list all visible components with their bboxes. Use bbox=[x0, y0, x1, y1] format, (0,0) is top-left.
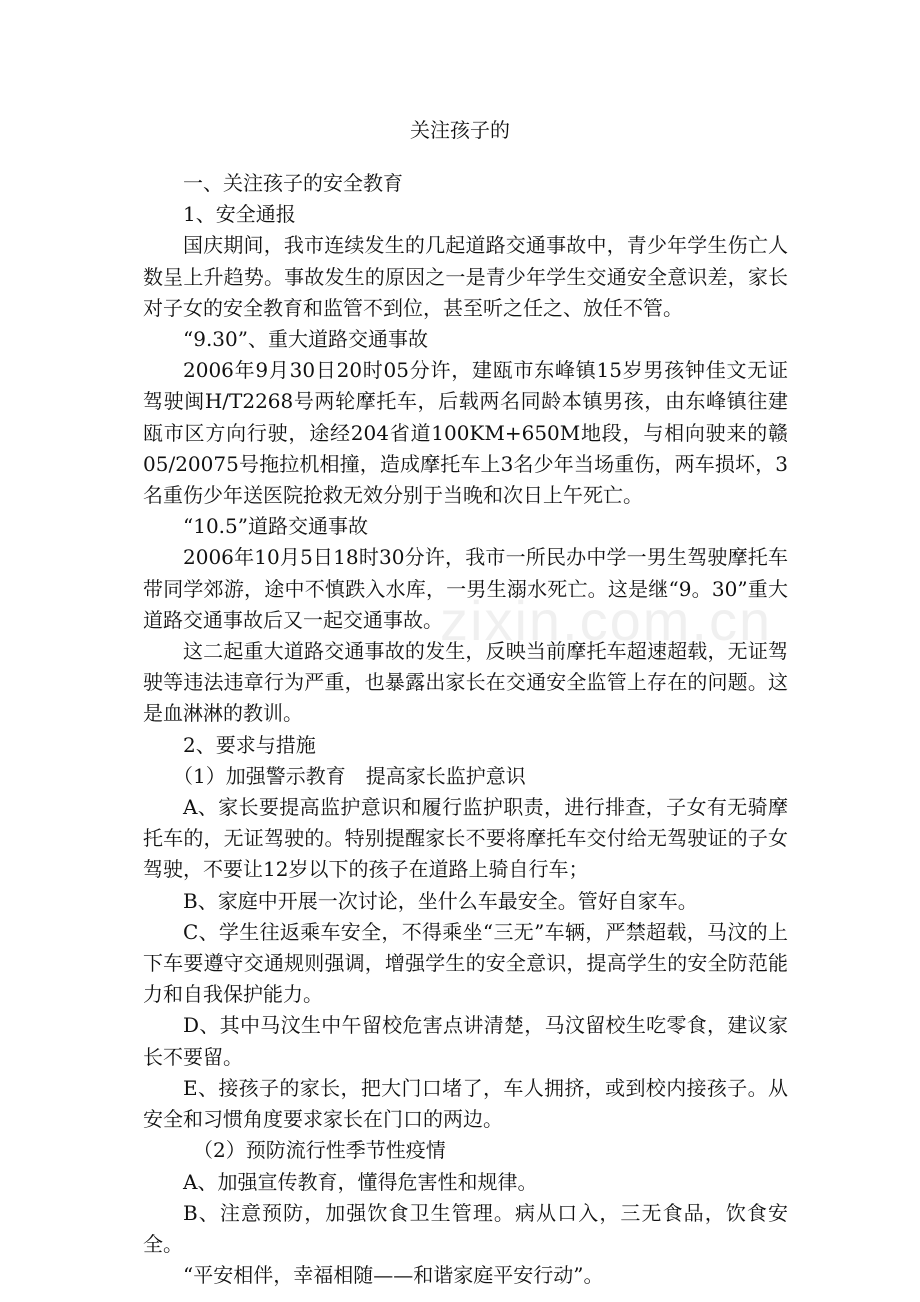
section-heading: 一、关注孩子的安全教育 bbox=[183, 171, 403, 195]
subsection-heading: 1、安全通报 bbox=[183, 202, 296, 227]
list-item: C、学生往返乘车安全，不得乘坐“三无”车辆，严禁超载，马汶的上下车要遵守交通规则强调，增强学生的安全意识，提高学生的安全防范能力和自我保护能力。 bbox=[143, 919, 788, 1007]
paragraph: 国庆期间，我市连续发生的几起道路交通事故中，青少年学生伤亡人数呈上升趋势。事故发生的原因之一是青少年学生交通安全意识差，家长对子女的安全教育和监管不到位，甚至听之任之、放任不管。 bbox=[143, 233, 788, 320]
list-item: E、接孩子的家长，把大门口堵了，车人拥挤，或到校内接孩子。从安全和习惯角度要求家长在门口的两边。 bbox=[143, 1075, 788, 1132]
incident-heading: “9.30”、重大道路交通事故 bbox=[183, 327, 428, 352]
measure-heading: （2）预防流行性季节性疫情 bbox=[193, 1138, 446, 1163]
paragraph: 这二起重大道路交通事故的发生，反映当前摩托车超速超载，无证驾驶等违法违章行为严重，也暴露出家长在交通安全监管上存在的问题。这是血淋淋的教训。 bbox=[143, 639, 788, 726]
list-item: B、家庭中开展一次讨论，坐什么车最安全。管好自家车。 bbox=[183, 888, 698, 913]
incident-heading: “10.5”道路交通事故 bbox=[183, 514, 368, 539]
closing-slogan: “平安相伴，幸福相随——和谐家庭平安行动”。 bbox=[183, 1263, 604, 1288]
list-item: A、加强宣传教育，懂得危害性和规律。 bbox=[183, 1169, 538, 1194]
paragraph: 2006年9月30日20时05分许，建瓯市东峰镇15岁男孩钟佳文无证驾驶闽H/T2268号两轮摩托车，后载两名同龄本镇男孩，由东峰镇往建瓯市区方向行驶，途经204省道100KM+650M地段，与相向驶来的赣05/20075号拖拉机相撞，造成摩托车上3名少年当场重伤，两车损坏，3名重伤少年送医院抢救无效分别于当晚和次日上午死亡。 bbox=[143, 358, 788, 508]
list-item: A、家长要提高监护意识和履行监护职责，进行排查，子女有无骑摩托车的，无证驾驶的。特别提醒家长不要将摩托车交付给无驾驶证的子女驾驶，不要让12岁以下的孩子在道路上骑自行车； bbox=[143, 795, 788, 882]
watermark: zixin.com.cn bbox=[440, 589, 773, 652]
list-item: D、其中马汶生中午留校危害点讲清楚，马汶留校生吃零食，建议家长不要留。 bbox=[143, 1013, 788, 1069]
document-title: 关注孩子的 bbox=[410, 118, 510, 142]
measure-heading: （1）加强警示教育 提高家长监护意识 bbox=[173, 763, 526, 788]
list-item: B、注意预防，加强饮食卫生管理。病从口入，三无食品，饮食安全。 bbox=[143, 1200, 788, 1256]
paragraph: 2006年10月5日18时30分许，我市一所民办中学一男生驾驶摩托车带同学郊游，途中不慎跌入水库，一男生溺水死亡。这是继“9。30”重大道路交通事故后又一起交通事故。 bbox=[143, 545, 788, 632]
subsection-heading: 2、要求与措施 bbox=[183, 732, 316, 757]
document-body bbox=[143, 168, 788, 1291]
